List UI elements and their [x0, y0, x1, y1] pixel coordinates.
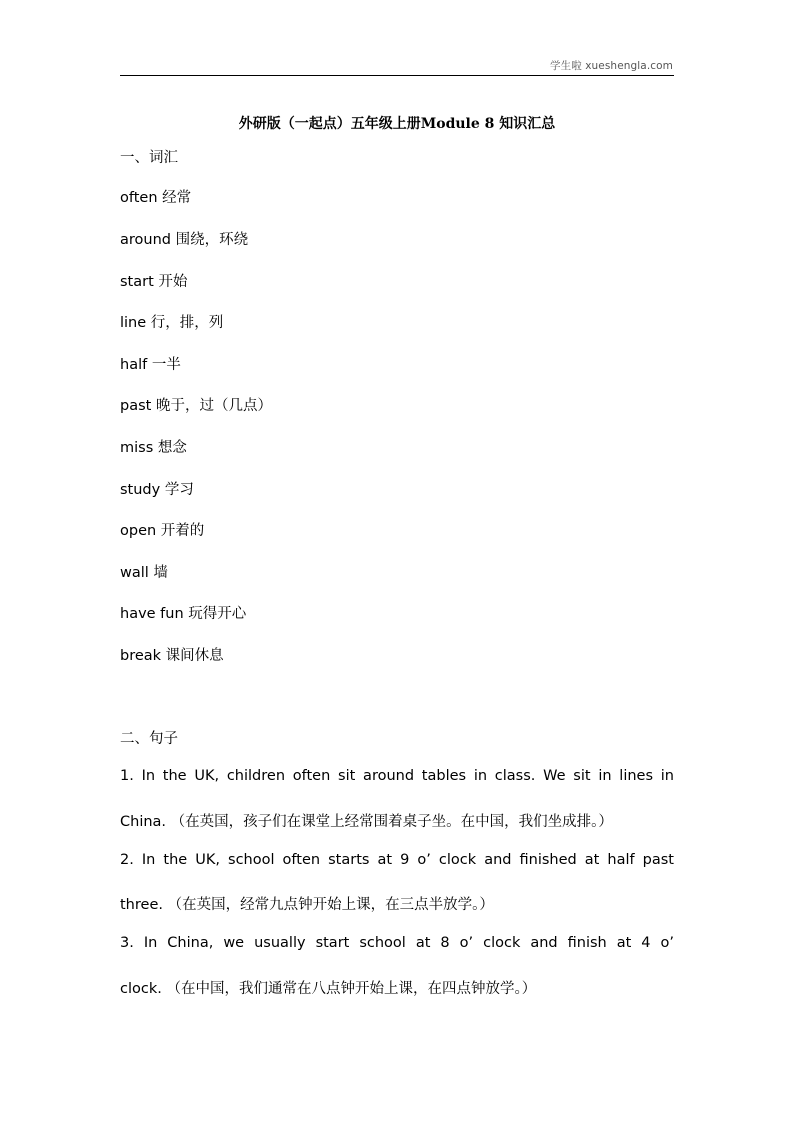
vocab-item-around: around 围绕，环绕	[120, 232, 249, 248]
sentence-line: three. （在英国，经常九点钟开始上课，在三点半放学。）	[120, 897, 494, 913]
vocab-item-half: half 一半	[120, 357, 181, 373]
vocab-item-past: past 晚于，过（几点）	[120, 398, 272, 414]
vocab-item-line: line 行，排，列	[120, 315, 224, 331]
vocab-item-start: start 开始	[120, 274, 188, 290]
header-site-label: 学生啦 xueshengla.com	[550, 60, 673, 72]
document-title: 外研版（一起点）五年级上册Module 8 知识汇总	[238, 116, 556, 132]
sentence-line: China. （在英国，孩子们在课堂上经常围着桌子坐。在中国，我们坐成排。）	[120, 814, 613, 830]
vocab-item-have-fun: have fun 玩得开心	[120, 606, 247, 622]
vocab-item-often: often 经常	[120, 190, 192, 206]
vocab-item-open: open 开着的	[120, 523, 205, 539]
vocab-item-study: study 学习	[120, 482, 194, 498]
sentence-line: 2. In the UK, school often starts at 9 o’ clock and finished at half past	[120, 852, 674, 868]
vocab-item-miss: miss 想念	[120, 440, 187, 456]
vocab-heading: 一、词汇	[120, 150, 178, 166]
sentence-line: 3. In China, we usually start school at 8 o’ clock and finish at 4 o’	[120, 935, 674, 951]
sentence-heading: 二、句子	[120, 731, 178, 747]
vocab-item-break: break 课间休息	[120, 648, 224, 664]
vocab-item-wall: wall 墙	[120, 565, 168, 581]
header-divider	[120, 75, 674, 76]
sentence-line: clock. （在中国，我们通常在八点钟开始上课，在四点钟放学。）	[120, 981, 537, 997]
sentence-line: 1. In the UK, children often sit around tables in class. We sit in lines in	[120, 768, 674, 784]
